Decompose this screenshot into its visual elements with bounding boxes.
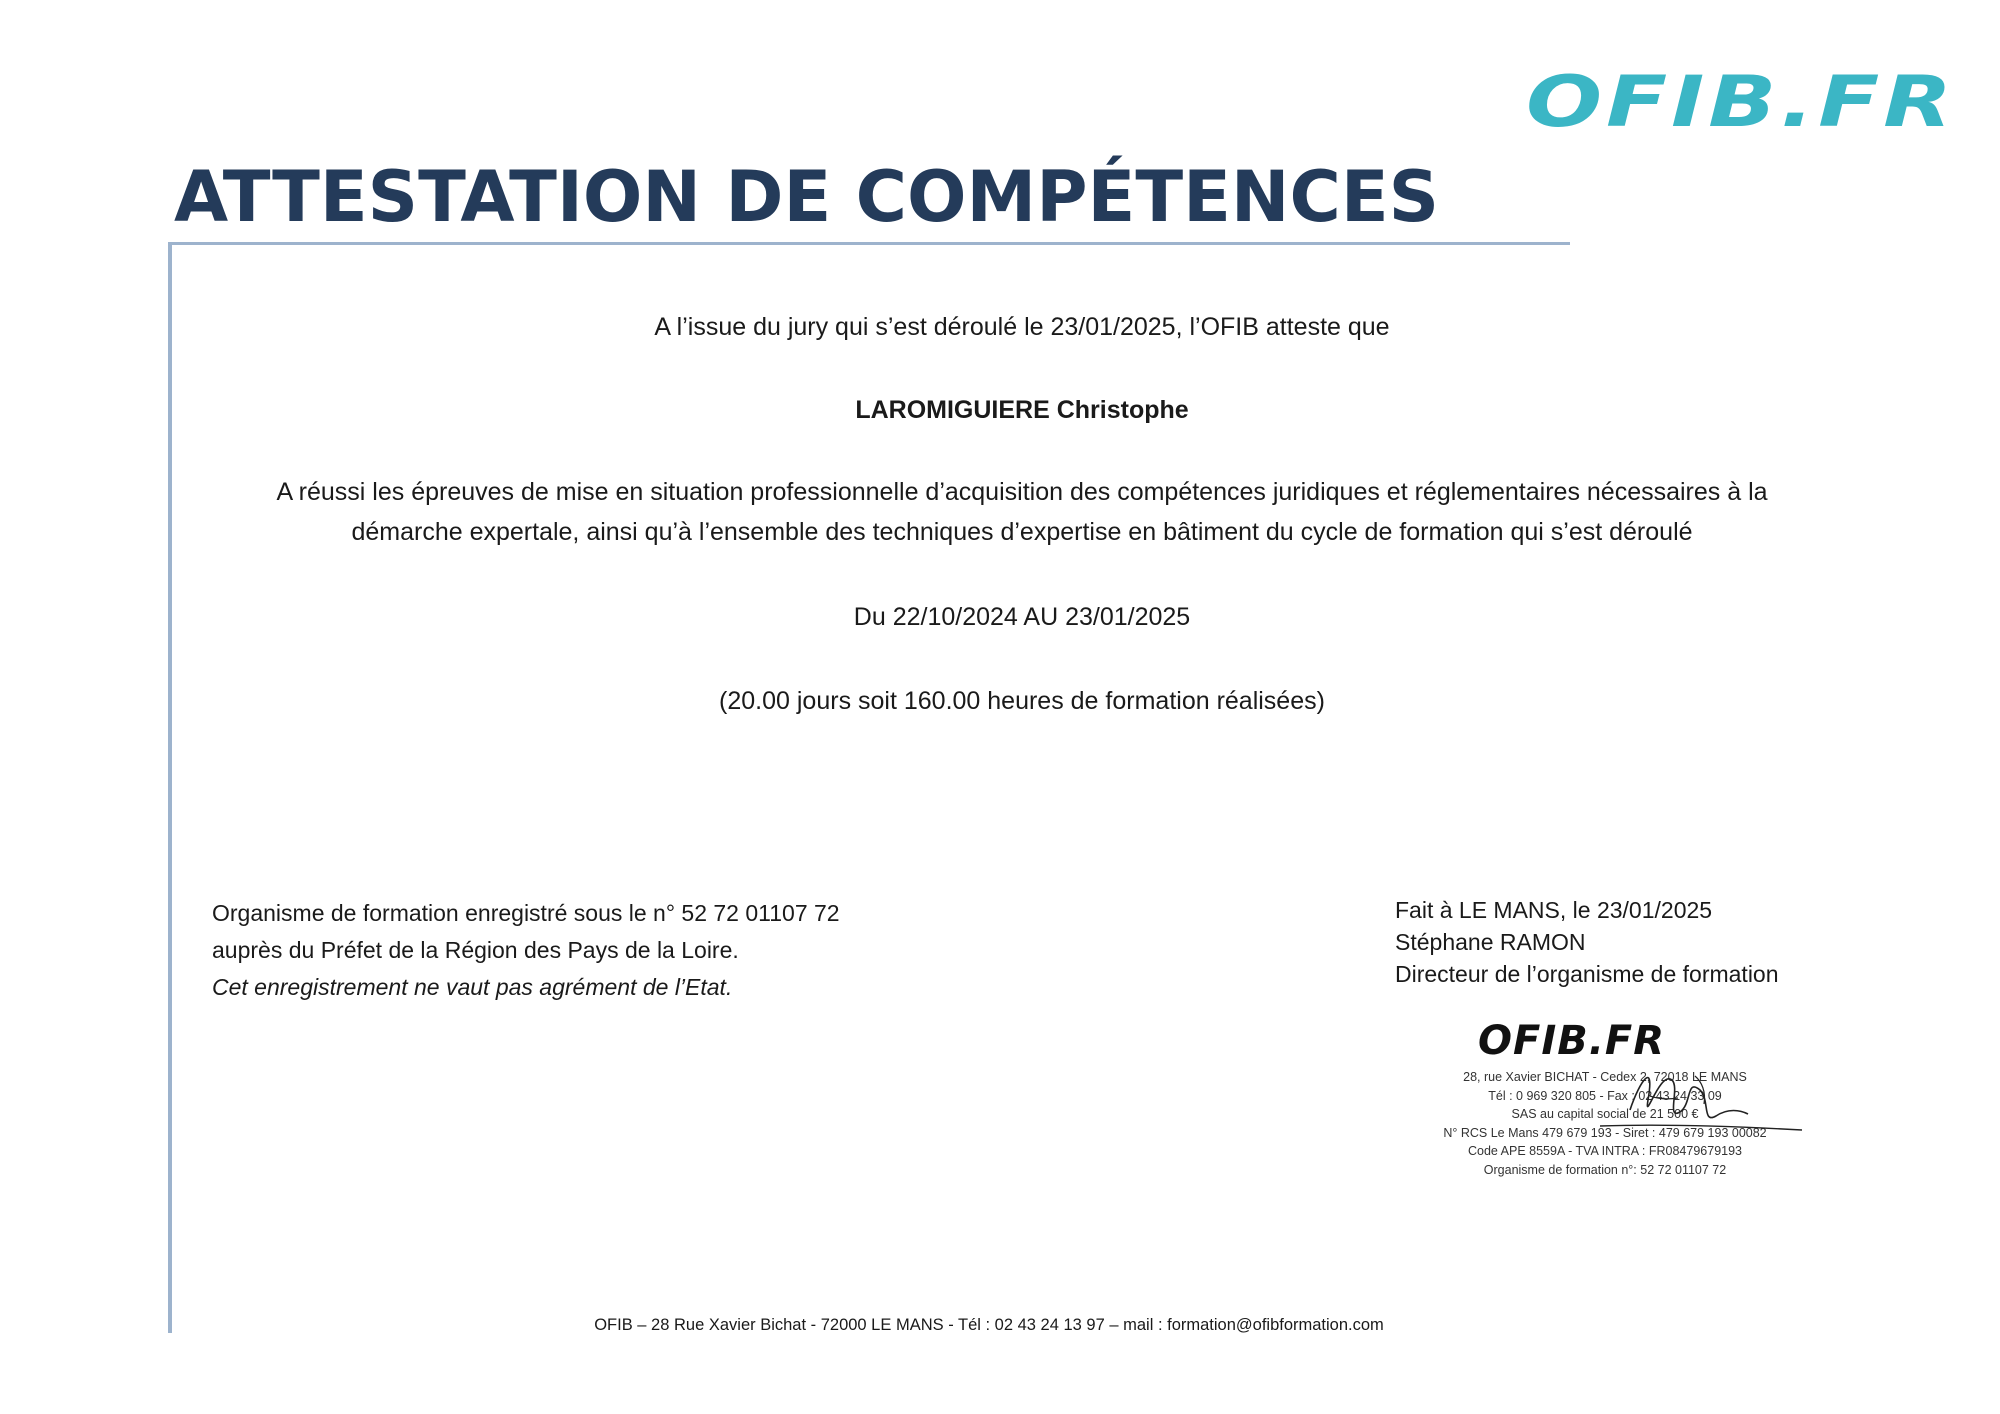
place-date: Fait à LE MANS, le 23/01/2025 [1395, 897, 1713, 923]
stamp-line: Organisme de formation n°: 52 72 01107 72 [1483, 1162, 1727, 1177]
registration-disclaimer: Cet enregistrement ne vaut pas agrément de l’Etat. [212, 974, 733, 1000]
training-duration: (20.00 jours soit 160.00 heures de formation réalisées) [719, 687, 1325, 715]
handwritten-signature [1480, 1040, 1820, 1160]
ofib-logo-text: OFIB.FR [1526, 66, 1956, 136]
candidate-name: LAROMIGUIERE Christophe [855, 396, 1189, 424]
stamp-line: Tél : 0 969 320 805 - Fax : 02 43 24 33 09 [1488, 1088, 1722, 1103]
stamp-line: SAS au capital social de 21 500 € [1511, 1107, 1699, 1121]
signer-name: Stéphane RAMON [1395, 929, 1586, 955]
registration-line-1: Organisme de formation enregistré sous le n° 52 72 01107 72 [212, 900, 840, 926]
signer-role: Directeur de l’organisme de formation [1395, 961, 1779, 987]
stamp-line: 28, rue Xavier BICHAT - Cedex 2, 72018 LE MANS [1463, 1070, 1747, 1084]
page-title: ATTESTATION DE COMPÉTENCES [174, 156, 1440, 238]
stamp-line: Code APE 8559A - TVA INTRA : FR08479679193 [1467, 1144, 1743, 1158]
ofib-logo [1520, 66, 1960, 136]
stamp-logo: OFIB.FR [1478, 1018, 1666, 1064]
intro-text: A l’issue du jury qui s’est déroulé le 23/01/2025, l’OFIB atteste que [654, 313, 1390, 341]
footer-address: OFIB – 28 Rue Xavier Bichat - 72000 LE MANS - Tél : 02 43 24 13 97 – mail : formation@ofibformation.com [594, 1316, 1384, 1334]
achievement-text: A réussi les épreuves de mise en situation professionnelle d’acquisition des compétences juridiques et réglementaires nécessaires à la démarche expertale, ainsi qu’à l’ensemble des techniques d’expertise en bâtiment du cycle de formation qui s’est déroulé [276, 478, 1768, 546]
stamp-line: N° RCS Le Mans 479 679 193 - Siret : 479 679 193 00082 [1443, 1125, 1767, 1140]
training-period: Du 22/10/2024 AU 23/01/2025 [853, 603, 1191, 631]
registration-info [212, 895, 1112, 1006]
registration-line-2: auprès du Préfet de la Région des Pays de la Loire. [212, 937, 739, 963]
signature-block [1395, 894, 1955, 990]
title-underline [168, 242, 1570, 245]
